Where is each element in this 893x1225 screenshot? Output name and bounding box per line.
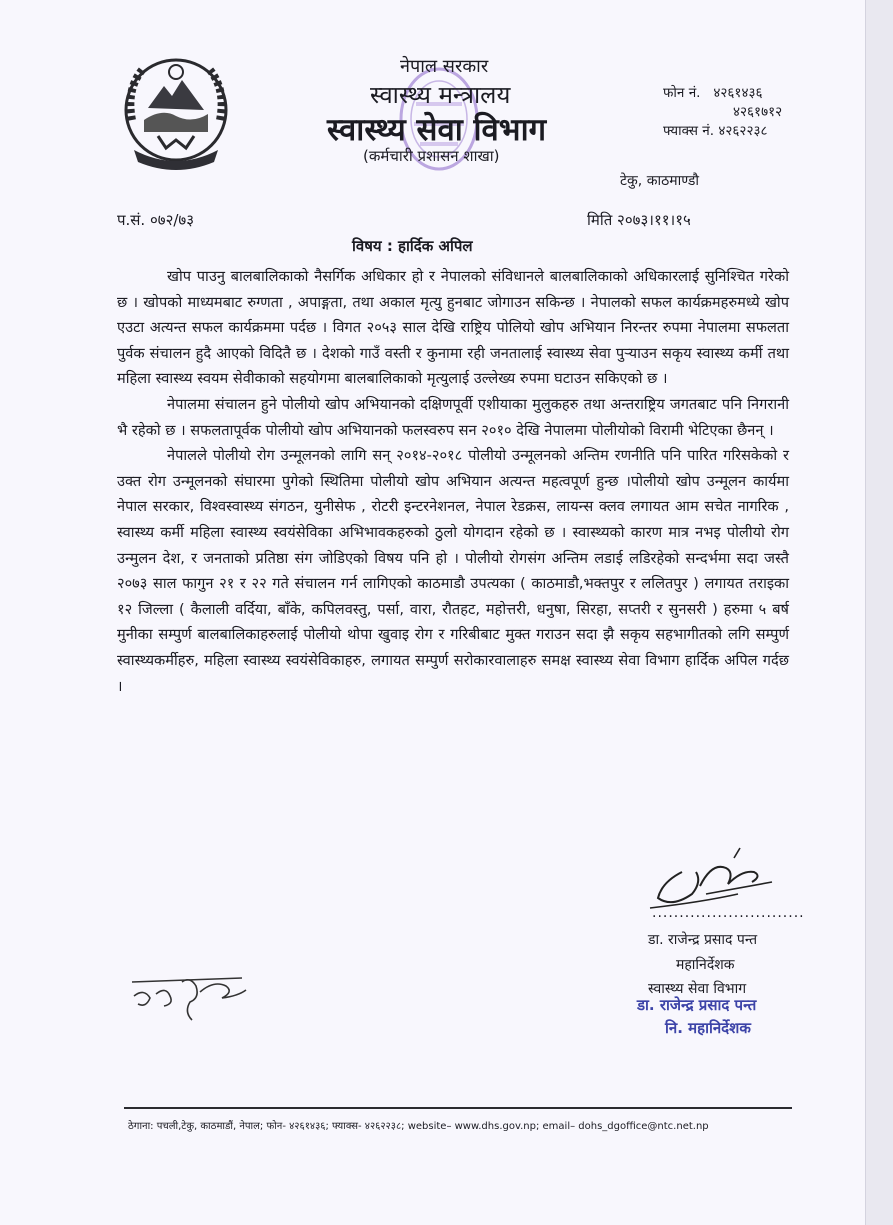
body-paragraph-3: नेपालले पोलीयो रोग उन्मूलनको लागि सन् २०१४-२०१८ पोलीयो उन्मूलनको अन्तिम रणनीति पनि पारित गरिसकेको र उक्त रोग उन्मूलनको संघारमा पुगेको स्थितिमा पोलीयो खोप अभियान अत्यन्त महत्वपूर्ण हुन्छ ।पोलीयो खोप उन्मूलन कार्यमा नेपाल सरकार, विश्वस्वास्थ्य संगठन, युनीसेफ , रोटरी इन्टरनेशनल, नेपाल रेडक्रस, लायन्स क्लव लगायत आम सचेत नागरिक , स्वास्थ्य कर्मी महिला स्वास्थ्य स्वयंसेविका अभिभावकहरुको ठुलो योगदान रहेको छ । स्वास्थ्यको कारण मात्र नभइ पोलीयो रोग उन्मुलन देश, र जनताको प्रतिष्ठा संग जोडिएको विषय पनि हो । पोलीयो रोगसंग अन्तिम लडाई लडिरहेको सन्दर्भमा सदा जस्तै २०७३ साल फागुन २१ र २२ गते संचालन गर्न लागिएको काठमाडौ उपत्यका ( काठमाडौ,भक्तपुर र ललितपुर ) लगायत तराइका १२ जिल्ला ( कैलाली वर्दिया, बाँके, कपिलवस्तु, पर्सा, वारा, रौतहट, महोत्तरी, धनुषा, सिरहा, सप्तरी र सुनसरी ) हरुमा ५ बर्ष मुनीका सम्पुर्ण बालबालिकाहरुलाई पोलीयो थोपा खुवाइ रोग र गरिबीबाट मुक्त गराउन सदा झै सकृय सहभागीतको लगि सम्पुर्ण स्वास्थ्यकर्मीहरु, महिला स्वास्थ्य स्वयंसेविकाहरु, लगायत सम्पुर्ण सरोकारवालाहरु समक्ष स्वास्थ्य सेवा विभाग हार्दिक अपिल गर्दछ । <box>117 447 789 695</box>
letter-date: मिति २०७३।११।१५ <box>587 211 691 229</box>
footer-divider <box>124 1107 792 1109</box>
section-title: (कर्मचारी प्रशासन शाखा) <box>363 147 500 165</box>
gov-title: नेपाल सरकार <box>400 56 489 77</box>
letter-body <box>117 264 789 699</box>
reference-number: प.सं. ०७२/७३ <box>117 211 195 229</box>
phone-number-2: ४२६१७१२ <box>733 104 783 120</box>
nepal-emblem <box>112 50 240 176</box>
name-stamp: डा. राजेन्द्र प्रसाद पन्त <box>637 996 757 1014</box>
signatory-name: डा. राजेन्द्र प्रसाद पन्त <box>648 932 758 948</box>
body-paragraph-1: खोप पाउनु बालबालिकाको नैसर्गिक अधिकार हो र नेपालको संविधानले बालबालिकाको अधिकारलाई सुनिश्चित गरेको छ । खोपको माध्यमबाट रुग्णता , अपाङ्गता, तथा अकाल मृत्यु हुनबाट जोगाउन सकिन्छ । नेपालको सफल कार्यक्रमहरुमध्ये खोप एउटा अत्यन्त सफल कार्यक्रममा पर्दछ । विगत २०५३ साल देखि राष्ट्रिय पोलियो खोप अभियान निरन्तर रुपमा नेपालमा सफलता पुर्वक संचालन हुदै आएको विदितै छ । देशको गाउँ वस्ती र कुनामा रही जनतालाई स्वास्थ्य सेवा पुऱ्याउन सकृय स्वास्थ्य कर्मी तथा महिला स्वास्थ्य स्वयम सेवीकाको सहयोगमा बालबालिकाको मृत्युलाई उल्लेख्य रुपमा घटाउन सकिएको छ । <box>117 268 789 388</box>
signatory-department: स्वास्थ्य सेवा विभाग <box>648 981 747 997</box>
contact-block <box>663 84 782 141</box>
body-paragraph-2: नेपालमा संचालन हुने पोलीयो खोप अभियानको दक्षिणपूर्वी एशीयाका मुलुकहरु तथा अन्तराष्ट्रिय जगतबाट पनि निगरानी भै रहेको छ । सफलतापूर्वक पोलीयो खोप अभियानको फलस्वरुप सन २०१० देखि नेपालमा पोलीयोको विरामी भेटिएका छैनन् । <box>117 395 789 439</box>
office-location: टेकु, काठमाण्डौ <box>620 173 699 189</box>
footer-address: ठेगाना: पचली,टेकु, काठमाडौं, नेपाल; फोन- ४२६१४३६; फ्याक्स- ४२६२२३८; website– www.dhs.gov.np; email– dohs_dgoffice@ntc.net.np <box>128 1121 709 1132</box>
department-title: स्वास्थ्य सेवा विभाग <box>327 112 547 148</box>
fax-number: ४२६२२३८ <box>718 123 768 139</box>
phone-line-1 <box>663 84 782 103</box>
ministry-title: स्वास्थ्य मन्त्रालय <box>370 81 511 109</box>
title-stamp: नि. महानिर्देशक <box>665 1019 751 1037</box>
signatory-title: महानिर्देशक <box>676 957 735 973</box>
handwritten-signature <box>642 842 782 914</box>
phone-line-2 <box>663 103 782 122</box>
fax-line <box>663 122 782 141</box>
handwritten-initials <box>130 972 250 1024</box>
page-edge <box>865 0 893 1225</box>
phone-number-1: ४२६१४३६ <box>713 85 763 101</box>
phone-label: फोन नं. <box>663 85 701 101</box>
letter-subject: विषय : हार्दिक अपिल <box>352 237 473 255</box>
signature-line: ............................ <box>652 905 805 921</box>
fax-label: फ्याक्स नं. <box>663 123 715 139</box>
